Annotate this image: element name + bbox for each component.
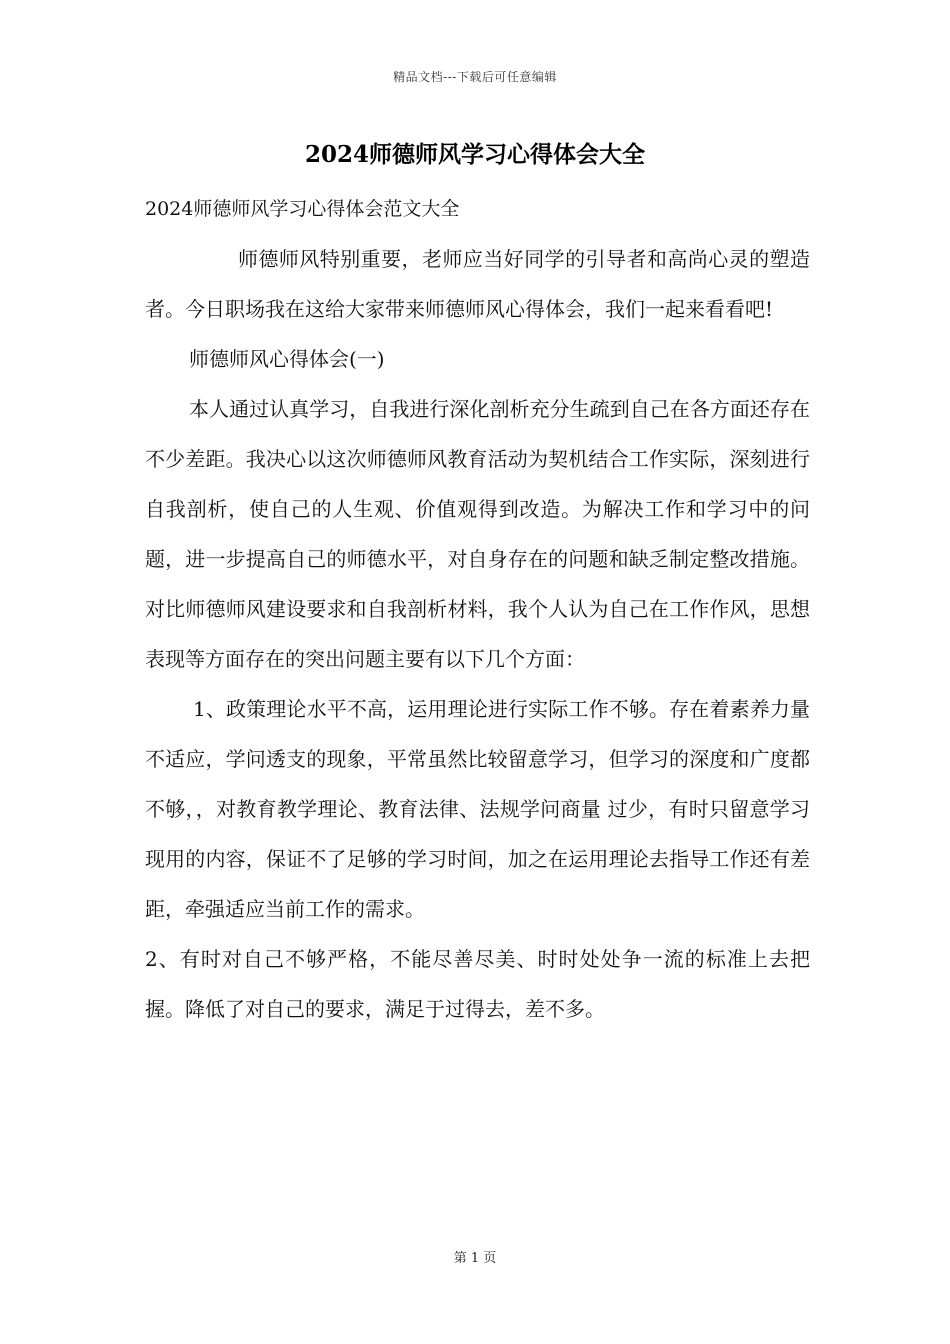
page-number: 第 1 页 [453,1251,497,1266]
document-body [145,184,810,1034]
document-subtitle: 2024师德师风学习心得体会范文大全 [145,198,460,220]
document-title: 2024师德师风学习心得体会大全 [304,141,645,168]
section-heading: 师德师风心得体会(一) [189,347,385,371]
list-item-2: 2、有时对自己不够严格，不能尽善尽美、时时处处争一流的标准上去把握。降低了对自己的要求，满足于过得去，差不多。 [145,947,810,1021]
body-paragraph-1: 本人通过认真学习，自我进行深化剖析充分生疏到自己在各方面还存在不少差距。我决心以这次师德师风教育活动为契机结合工作实际，深刻进行自我剖析，使自己的人生观、价值观得到改造。为解决工作和学习中的问题，进一步提高自己的师德水平，对自身存在的问题和缺乏制定整改措施。 对比师德师风建设要求和自我剖析材料，我个人认为自己在工作作风，思想表现等方面存在的突出问题主要有以下几个方面： [145,397,810,671]
header-note: 精品文档---下载后可任意编辑 [393,70,557,84]
list-item-1: 1、政策理论水平不高，运用理论进行实际工作不够。存在着素养力量不适应，学问透支的现象，平常虽然比较留意学习，但学习的深度和广度都不够，，对教育教学理论、教育法律、法规学问商量 过少，有时只留意学习现用的内容，保证不了足够的学习时间，加之在运用理论去指导工作还有差距，牵强适应当前工作的需求。 [145,697,810,921]
intro-paragraph: 师德师风特别重要，老师应当好同学的引导者和高尚心灵的塑造者。今日职场我在这给大家带来师德师风心得体会，我们一起来看看吧! [145,247,810,321]
